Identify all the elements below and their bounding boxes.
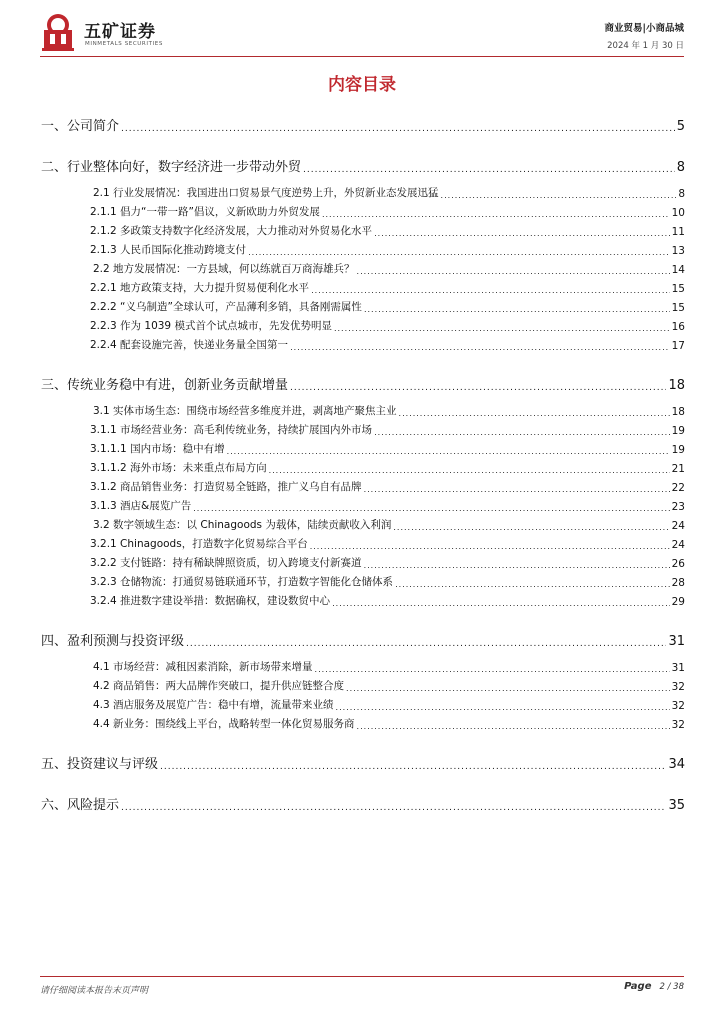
footer-disclaimer: 请仔细阅读本报告末页声明 bbox=[40, 986, 149, 996]
toc-entry[interactable] bbox=[41, 257, 685, 276]
toc-entry-label: 2.1.1 倡力“一带一路”倡议，义新欧助力外贸发展 bbox=[90, 206, 320, 218]
toc-leader-dots bbox=[399, 409, 670, 418]
toc-entry-page: 19 bbox=[671, 444, 685, 456]
toc-entry-label: 五、投资建议与评级 bbox=[41, 757, 159, 772]
toc-entry[interactable] bbox=[41, 456, 685, 475]
toc-leader-dots bbox=[227, 447, 670, 456]
toc-entry[interactable] bbox=[41, 369, 685, 393]
toc-entry-page: 18 bbox=[668, 378, 685, 393]
toc-entry-label: 一、公司简介 bbox=[41, 119, 120, 134]
toc-leader-dots bbox=[357, 722, 670, 731]
toc-entry-label: 3.1.1.2 海外市场：未来重点布局方向 bbox=[90, 462, 267, 474]
toc-entry-page: 19 bbox=[671, 425, 685, 437]
toc-leader-dots bbox=[186, 639, 666, 649]
toc-entry[interactable] bbox=[41, 570, 685, 589]
toc-entry-page: 8 bbox=[678, 188, 685, 200]
toc-entry[interactable] bbox=[41, 625, 685, 649]
toc-entry[interactable] bbox=[41, 418, 685, 437]
toc-leader-dots bbox=[121, 803, 666, 813]
toc-entry-page: 13 bbox=[671, 245, 685, 257]
toc-entry[interactable] bbox=[41, 475, 685, 494]
toc-leader-dots bbox=[121, 124, 675, 134]
toc-entry-label: 2.2.2 “义乌制造”全球认可，产品薄利多销，具备刚需属性 bbox=[90, 301, 362, 313]
toc-entry-page: 34 bbox=[668, 757, 685, 772]
toc-entry-page: 17 bbox=[671, 340, 685, 352]
toc-entry-label: 六、风险提示 bbox=[41, 798, 120, 813]
toc-entry-page: 15 bbox=[671, 302, 685, 314]
toc-entry[interactable] bbox=[41, 110, 685, 134]
toc-entry-page: 16 bbox=[671, 321, 685, 333]
header-divider bbox=[40, 56, 684, 57]
footer-divider bbox=[40, 976, 684, 977]
toc-entry-label: 三、传统业务稳中有进，创新业务贡献增量 bbox=[41, 378, 289, 393]
toc-entry-label: 3.2.1 Chinagoods，打造数字化贸易综合平台 bbox=[90, 538, 308, 550]
toc-entry-label: 2.2 地方发展情况：一方县域，何以练就百万商海雄兵？ bbox=[93, 263, 355, 275]
toc-leader-dots bbox=[364, 561, 670, 570]
toc-entry-label: 4.1 市场经营：减租因素消除，新市场带来增量 bbox=[93, 661, 313, 673]
toc-entry-page: 24 bbox=[671, 520, 685, 532]
table-of-contents bbox=[41, 110, 685, 813]
toc-entry-label: 二、行业整体向好，数字经济进一步带动外贸 bbox=[41, 160, 302, 175]
toc-leader-dots bbox=[269, 466, 670, 475]
toc-entry-label: 4.4 新业务：围绕线上平台，战略转型一体化贸易服务商 bbox=[93, 718, 355, 730]
toc-entry[interactable] bbox=[41, 399, 685, 418]
toc-entry-page: 15 bbox=[671, 283, 685, 295]
toc-leader-dots bbox=[193, 504, 669, 513]
toc-entry[interactable] bbox=[41, 181, 685, 200]
toc-leader-dots bbox=[336, 703, 670, 712]
header-meta bbox=[605, 20, 684, 51]
toc-entry[interactable] bbox=[41, 693, 685, 712]
brand-name: 五矿证券 bbox=[84, 22, 156, 42]
toc-leader-dots bbox=[311, 286, 670, 295]
toc-entry[interactable] bbox=[41, 200, 685, 219]
toc-entry[interactable] bbox=[41, 238, 685, 257]
toc-entry-label: 3.2.3 仓储物流：打通贸易链联通环节，打造数字智能化仓储体系 bbox=[90, 576, 394, 588]
toc-entry[interactable] bbox=[41, 494, 685, 513]
toc-entry-page: 29 bbox=[671, 596, 685, 608]
toc-entry[interactable] bbox=[41, 712, 685, 731]
toc-leader-dots bbox=[364, 485, 670, 494]
toc-leader-dots bbox=[248, 248, 670, 257]
toc-entry-label: 2.2.1 地方政策支持，大力提升贸易便利化水平 bbox=[90, 282, 310, 294]
toc-leader-dots bbox=[160, 762, 666, 772]
toc-entry[interactable] bbox=[41, 276, 685, 295]
toc-leader-dots bbox=[290, 383, 666, 393]
toc-entry-page: 28 bbox=[671, 577, 685, 589]
toc-entry-label: 3.1.2 商品销售业务：打造贸易全链路，推广义乌自有品牌 bbox=[90, 481, 362, 493]
toc-entry-label: 3.2.4 推进数字建设举措：数据确权，建设数贸中心 bbox=[90, 595, 331, 607]
toc-leader-dots bbox=[315, 665, 670, 674]
toc-entry-page: 23 bbox=[671, 501, 685, 513]
toc-leader-dots bbox=[322, 210, 670, 219]
toc-leader-dots bbox=[332, 599, 670, 608]
toc-entry-label: 四、盈利预测与投资评级 bbox=[41, 634, 185, 649]
toc-entry-label: 3.1.1 市场经营业务：高毛利传统业务，持续扩展国内外市场 bbox=[90, 424, 373, 436]
toc-entry[interactable] bbox=[41, 333, 685, 352]
toc-entry[interactable] bbox=[41, 151, 685, 175]
toc-leader-dots bbox=[393, 523, 669, 532]
toc-entry-page: 18 bbox=[671, 406, 685, 418]
toc-leader-dots bbox=[364, 305, 670, 314]
toc-entry[interactable] bbox=[41, 589, 685, 608]
toc-entry[interactable] bbox=[41, 674, 685, 693]
toc-entry-label: 2.1.3 人民币国际化推动跨境支付 bbox=[90, 244, 247, 256]
toc-entry[interactable] bbox=[41, 789, 685, 813]
toc-entry-label: 3.1.1.1 国内市场：稳中有增 bbox=[90, 443, 225, 455]
toc-entry-page: 10 bbox=[671, 207, 685, 219]
toc-entry-label: 3.2 数字领域生态：以 Chinagoods 为载体，陆续贡献收入利润 bbox=[93, 519, 392, 531]
toc-title: 内容目录 bbox=[328, 75, 396, 95]
toc-entry-page: 14 bbox=[671, 264, 685, 276]
toc-entry-page: 32 bbox=[671, 719, 685, 731]
toc-entry-page: 21 bbox=[671, 463, 685, 475]
logo-icon bbox=[40, 12, 76, 52]
toc-leader-dots bbox=[290, 343, 670, 352]
toc-entry-label: 2.2.3 作为 1039 模式首个试点城市，先发优势明显 bbox=[90, 320, 332, 332]
toc-entry-label: 4.2 商品销售：两大品牌作突破口，提升供应链整合度 bbox=[93, 680, 345, 692]
toc-leader-dots bbox=[374, 229, 670, 238]
sector-label: 商业贸易|小商品城 bbox=[604, 23, 684, 34]
toc-leader-dots bbox=[310, 542, 670, 551]
toc-entry[interactable] bbox=[41, 295, 685, 314]
toc-entry[interactable] bbox=[41, 532, 685, 551]
toc-entry-page: 35 bbox=[668, 798, 685, 813]
toc-entry-page: 22 bbox=[671, 482, 685, 494]
toc-entry[interactable] bbox=[41, 219, 685, 238]
toc-leader-dots bbox=[441, 191, 677, 200]
toc-entry[interactable] bbox=[41, 314, 685, 333]
toc-entry-page: 31 bbox=[671, 662, 685, 674]
toc-entry[interactable] bbox=[41, 437, 685, 456]
toc-leader-dots bbox=[395, 580, 670, 589]
page-number: 2 / 38 bbox=[659, 982, 684, 992]
toc-entry-label: 2.1 行业发展情况：我国进出口贸易景气度逆势上升，外贸新业态发展迅猛 bbox=[93, 187, 439, 199]
toc-entry-page: 32 bbox=[671, 700, 685, 712]
toc-entry[interactable] bbox=[41, 551, 685, 570]
toc-entry-label: 2.2.4 配套设施完善，快递业务量全国第一 bbox=[90, 339, 289, 351]
toc-leader-dots bbox=[346, 684, 670, 693]
toc-entry-label: 3.1 实体市场生态：围绕市场经营多维度并进，剥离地产聚焦主业 bbox=[93, 405, 397, 417]
toc-leader-dots bbox=[357, 267, 670, 276]
toc-leader-dots bbox=[303, 165, 675, 175]
toc-entry-page: 24 bbox=[671, 539, 685, 551]
toc-leader-dots bbox=[374, 428, 670, 437]
toc-entry-label: 3.2.2 支付链路：持有稀缺牌照资质，切入跨境支付新赛道 bbox=[90, 557, 362, 569]
report-date: 2024 年 1 月 30 日 bbox=[607, 41, 684, 51]
toc-entry-page: 8 bbox=[676, 160, 685, 175]
page-label: Page bbox=[624, 981, 652, 992]
toc-entry-page: 5 bbox=[676, 119, 685, 134]
toc-entry-page: 31 bbox=[668, 634, 685, 649]
page-header bbox=[40, 12, 684, 56]
toc-entry-label: 4.3 酒店服务及展览广告：稳中有增，流量带来业绩 bbox=[93, 699, 334, 711]
toc-entry-page: 11 bbox=[671, 226, 685, 238]
toc-entry-label: 3.1.3 酒店&展览广告 bbox=[90, 500, 192, 512]
toc-entry[interactable] bbox=[41, 748, 685, 772]
toc-entry[interactable] bbox=[41, 655, 685, 674]
toc-leader-dots bbox=[334, 324, 670, 333]
toc-entry-page: 26 bbox=[671, 558, 685, 570]
toc-entry[interactable] bbox=[41, 513, 685, 532]
page-indicator bbox=[624, 981, 684, 992]
brand-name-en: MINMETALS SECURITIES bbox=[85, 41, 163, 47]
toc-entry-page: 32 bbox=[671, 681, 685, 693]
toc-entry-label: 2.1.2 多政策支持数字化经济发展，大力推动对外贸易化水平 bbox=[90, 225, 373, 237]
